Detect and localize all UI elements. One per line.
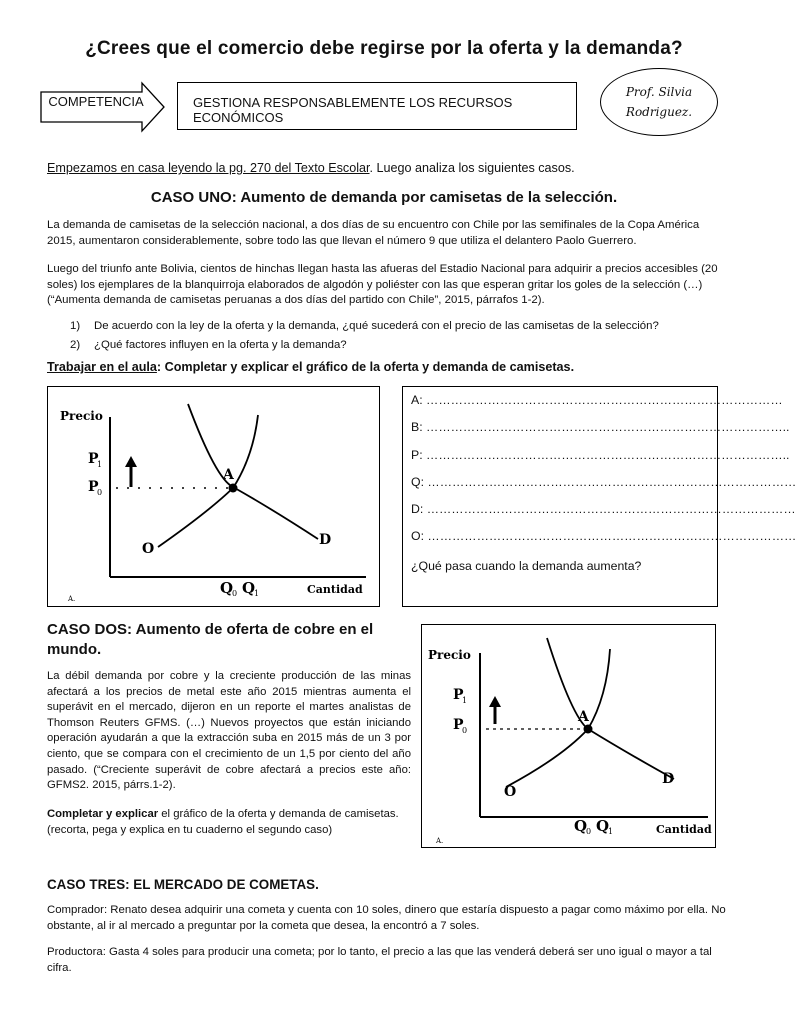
label-q1: Q: [596, 817, 610, 835]
label-q0: Q: [220, 579, 234, 597]
question-number: 1): [70, 320, 81, 332]
question-item: [47, 338, 727, 354]
competencia-box: [177, 82, 577, 130]
label-cantidad: Cantidad: [307, 583, 363, 596]
caso-uno-questions: [47, 319, 727, 356]
intro-rest: . Luego analiza los siguientes casos.: [369, 161, 575, 175]
answer-line-o[interactable]: O: ………………………………………………………………………………: [411, 529, 796, 544]
up-arrow-head: [489, 696, 501, 707]
caso-tres-heading: CASO TRES: EL MERCADO DE COMETAS.: [47, 877, 319, 892]
label-corner: A.: [68, 595, 76, 603]
supply-demand-graph-2: [421, 624, 716, 848]
label-p1: P: [453, 687, 464, 703]
answer-box: [402, 386, 796, 607]
caso-uno-heading: CASO UNO: Aumento de demanda por camisetas de la selección.: [150, 189, 618, 206]
question-text: De acuerdo con la ley de la oferta y la demanda, ¿qué sucederá con el precio de las camisetas de la selección?: [94, 320, 659, 332]
label-p1-sub: 1: [97, 460, 103, 469]
answer-question: ¿Qué pasa cuando la demanda aumenta?: [411, 558, 642, 573]
demand-curve: [188, 404, 318, 539]
label-d: D: [662, 771, 675, 787]
answer-line-q[interactable]: Q: ………………………………………………………………………………: [411, 474, 796, 489]
label-p1: P: [88, 451, 99, 467]
demand-curve: [547, 638, 674, 779]
trabajar-underlined: Trabajar en el aula: [47, 360, 157, 374]
page-title: ¿Crees que el comercio debe regirse por la oferta y la demanda?: [85, 38, 683, 59]
caso-dos-heading: CASO DOS: Aumento de oferta de cobre en el mundo.: [47, 621, 374, 658]
label-o: O: [504, 784, 517, 800]
competencia-label: COMPETENCIA: [48, 94, 144, 109]
label-q0-sub: 0: [232, 589, 238, 598]
completar-note: (recorta, pega y explica en tu cuaderno el segundo caso): [47, 824, 333, 836]
caso-uno-paragraph-2: Luego del triunfo ante Bolivia, cientos de hinchas llegan hasta las afueras del Estadio Nacional para adquirir a precios accesibles (20 soles) los ejemplares de la blanquirroja elaborados de algodón y poliéster con las que esperan gritar los goles de la selección (…) (“Aumenta demanda de camisetas peruanas a dos días del partido con Chile”, 2015, párrafos 1-2).: [47, 263, 718, 306]
caso-tres-productora: Productora: Gasta 4 soles para producir una cometa; por lo tanto, el precio a las que las venderá deberá ser uno igual o mayor a tal cifra.: [47, 946, 712, 974]
label-cantidad: Cantidad: [656, 823, 712, 836]
label-o: O: [142, 541, 155, 557]
competencia-text: GESTIONA RESPONSABLEMENTE LOS RECURSOS ECONÓMICOS: [193, 95, 513, 125]
label-p0-sub: 0: [97, 488, 103, 497]
supply-demand-graph-1: [47, 386, 380, 607]
intro-text: [47, 161, 575, 175]
trabajar-rest: : Completar y explicar el gráfico de la oferta y demanda de camisetas.: [156, 360, 575, 374]
supply-curve: [158, 415, 258, 547]
label-p0: P: [88, 479, 99, 495]
completar-line: [47, 806, 411, 822]
label-p0-sub: 0: [462, 726, 468, 735]
author-line-1: Prof. Silvia: [625, 85, 693, 99]
label-precio: Precio: [428, 648, 471, 662]
answer-line-d[interactable]: D: ………………………………………………………………………………: [411, 502, 796, 517]
completar-bold: Completar y explicar: [47, 808, 159, 820]
label-a: A: [578, 709, 589, 725]
equilibrium-point: [229, 484, 238, 493]
label-q1-sub: 1: [608, 827, 614, 836]
label-q0: Q: [574, 817, 588, 835]
caso-tres-comprador: Comprador: Renato desea adquirir una cometa y cuenta con 10 soles, dinero que estaría dispuesto a pagar como máximo por ella. No obstante, al ir al mercado a preguntar por la cometa que desea, la encontró a 7 soles.: [47, 904, 726, 932]
question-text: ¿Qué factores influyen en la oferta y la demanda?: [94, 338, 347, 351]
label-q1-sub: 1: [254, 589, 260, 598]
label-q1: Q: [242, 579, 256, 597]
caso-dos-paragraph: La débil demanda por cobre y la creciente producción de las minas afectará a los precios de metal este año 2015 mientras aumenta el superávit en el mercado, dijeron en un reporte el martes analistas de Thomson Reuters GFMS. (…) Nuevos proyectos que están iniciando operación ayudarán a que la extracción suba en 2015 más de un 3 por ciento, que se compara con el crecimiento de un 1,5 por ciento del año pasado. (“Creciente superávit de cobre afectará a precios este año: GFMS2. 2015, párrs.1-2).: [47, 670, 411, 792]
intro-underlined: Empezamos en casa leyendo la pg. 270 del Texto Escolar: [47, 161, 370, 175]
label-p1-sub: 1: [462, 696, 468, 705]
label-a: A: [223, 467, 234, 483]
equilibrium-point: [584, 725, 593, 734]
caso-uno-paragraph-1: La demanda de camisetas de la selección nacional, a dos días de su encuentro con Chile por las semifinales de la Copa América 2015, aumentaron considerablemente, sobre todo las que llevan el número 9 que utiliza el delantero Paolo Guerrero.: [47, 219, 700, 247]
trabajar-instruction: [47, 360, 574, 374]
author-name: [600, 82, 718, 122]
answer-line-b[interactable]: B: ……………………………………………………………………………..: [411, 420, 790, 435]
label-corner: A.: [436, 837, 444, 845]
label-d: D: [319, 532, 332, 548]
question-item: [47, 319, 727, 335]
graph-1-drawing: [48, 387, 378, 605]
label-precio: Precio: [60, 409, 103, 423]
author-line-2: Rodriguez.: [625, 105, 693, 119]
question-number: 2): [70, 338, 81, 351]
graph-2-drawing: [422, 625, 714, 846]
label-p0: P: [453, 717, 464, 733]
caso-dos-instruction: [47, 806, 411, 838]
answer-line-p[interactable]: P: ……………………………………………………………………………..: [411, 447, 790, 462]
completar-rest: el gráfico de la oferta y demanda de camisetas.: [158, 808, 399, 820]
answer-line-a[interactable]: A: ……………………………………………………………………………: [411, 393, 783, 407]
label-q0-sub: 0: [586, 827, 592, 836]
up-arrow-head: [125, 456, 137, 467]
